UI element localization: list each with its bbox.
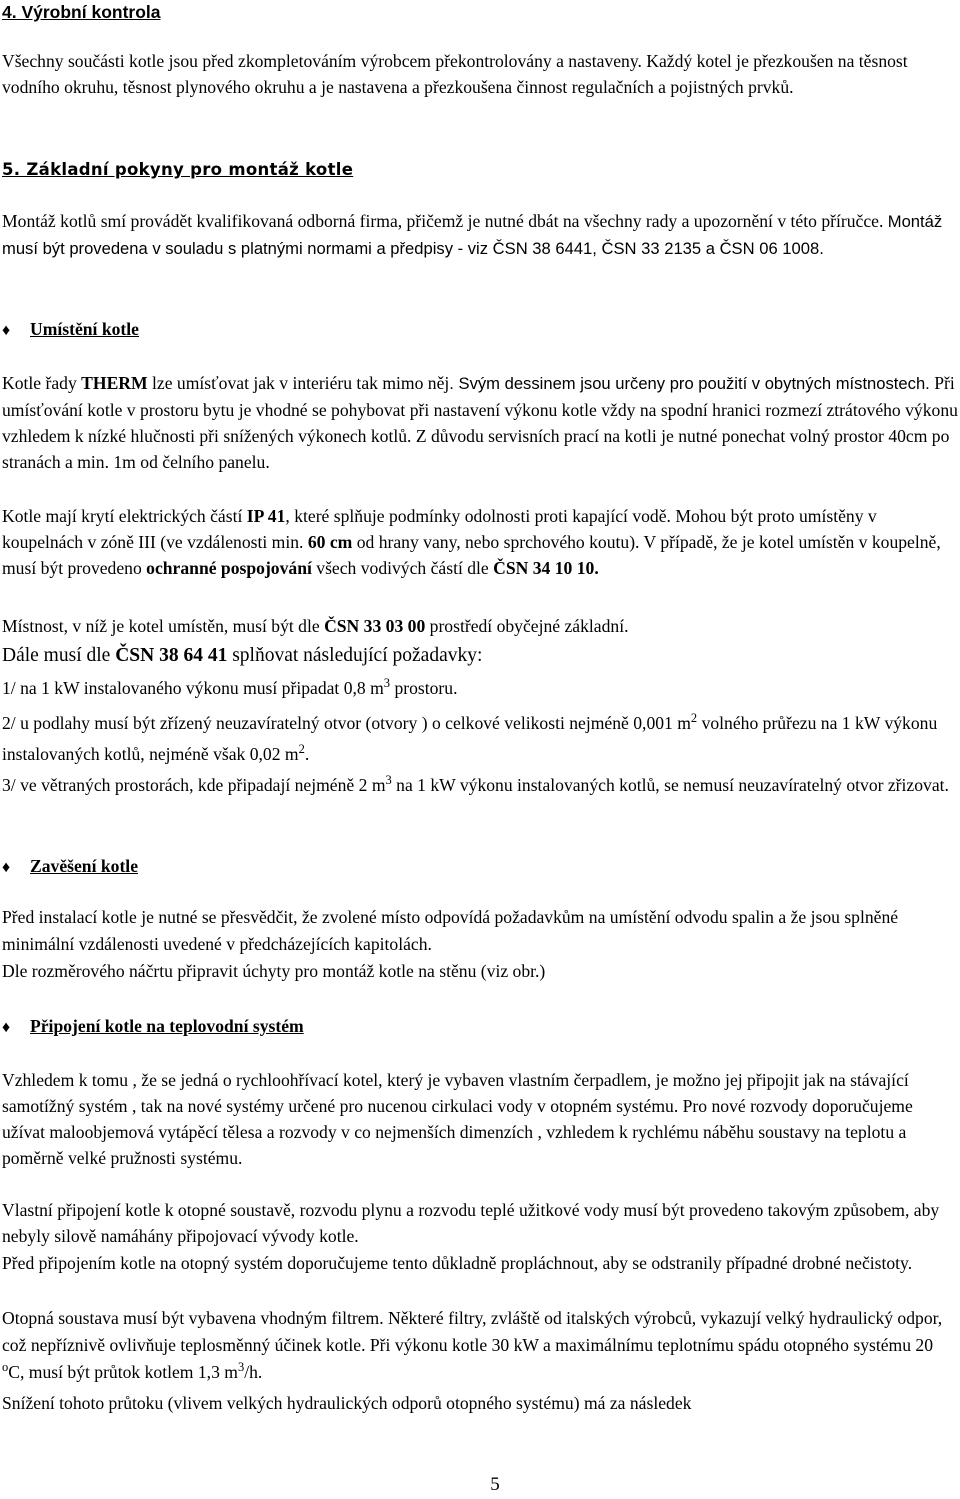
pripojeni-paragraph-3: Před připojením kotle na otopný systém doporučujeme tento důkladně propláchnout, aby se odstranily případné drobné nečistoty. [2,1253,913,1273]
pripojeni-paragraph-1: Vzhledem k tomu , že se jedná o rychloohřívací kotel, který je vybaven vlastním čerpadlem, je možno jej připojit jak na stávající samotížný systém , tak na nové systémy určené pro nucenou cirkulaci vody v otopném systému. Pro nové rozvody doporučujeme užívat maloobjemová vytápěcí tělesa a rozvody v co nejmenších dimenzích , vzhledem k rychlému náběhu soustavy na teplotu a poměrně velké pružnosti systému. [2,1070,913,1168]
requirement-text: 2/ u podlahy musí být zřízený neuzavíratelný otvor (otvory ) o celkové velikosti nejméně 0,001 m [2,713,691,733]
pripojeni-heading: Připojení kotle na teplovodní systém [30,1016,304,1036]
umisteni-text: prostředí obyčejné základní. [425,616,629,636]
pripojeni-text: Otopná soustava musí být vybavena vhodným filtrem. Některé filtry, zvláště od italských výrobců, vykazují velký hydraulický odpor, což nepříznivě ovlivňuje teplosměnný účinek kotle. Při výkonu kotle 30 kW a maximálnímu teplotnímu spádu otopného systému 20 [2,1308,943,1355]
section-4-heading: 4. Výrobní kontrola [2,2,161,22]
superscript: 3 [383,676,391,690]
csn-reference: ČSN 34 10 10. [493,558,599,578]
therm-brand: THERM [81,373,148,393]
requirement-text: na 1 kW výkonu instalovaných kotlů, se nemusí neuzavíratelný otvor zřizovat. [391,775,949,795]
umisteni-text: lze umísťovat jak v interiéru tak mimo něj [147,373,450,393]
umisteni-text: , které splňuje podmínky odolnosti proti kapající vodě. Mohou být proto umístěny v koupelnách v zóně III (ve vzdálenosti min. [2,506,877,552]
umisteni-paragraph-2 [2,503,958,581]
umisteni-text: Kotle mají krytí elektrických částí [2,506,247,526]
zaveseni-paragraph-1: Před instalací kotle je nutné se přesvědčit, že zvolené místo odpovídá požadavkům na umístění odvodu spalin a že jsou splněné minimální vzdálenosti uvedené v předcházejících kapitolách. [2,907,899,954]
requirement-text: volného průřezu na 1 kW výkonu instalovaných kotlů, nejméně však 0,02 m [2,713,938,764]
requirement-1 [2,675,958,701]
csn-reference: ČSN 38 64 41 [115,645,228,666]
pripojeni-text: C, musí být průtok kotlem 1,3 m [8,1362,238,1382]
page-number: 5 [490,1474,500,1495]
superscript: 3 [385,773,392,787]
pripojeni-text: /h. [244,1362,263,1382]
requirement-2 [2,708,958,770]
superscript: 3 [237,1360,245,1374]
superscript: 2 [298,742,305,756]
umisteni-text: od hrany vany, nebo sprchového koutu). V případě, že je kotel umístěn v koupelně, musí být provedeno [2,532,941,578]
umisteni-text: splňovat následující požadavky: [227,645,483,666]
umisteni-text: Při umísťování kotle v prostoru bytu je vhodné se pohybovat při nastavení výkonu kotle vždy na spodní hranici rozmezí ztrátového výkonu vzhledem k nízké hlučnosti při snížených výkonech kotlů. Z důvodu servisních prací na kotli je nutné ponechat volný prostor 40cm po stranách a min. 1m od čelního panelu. [2,373,958,472]
umisteni-heading: Umístění kotle [30,319,139,339]
umisteni-text: Dále musí dle [2,645,116,666]
diamond-bullet-icon: ♦ [2,859,11,876]
ochranne-pospojovani: ochranné pospojování [146,558,312,578]
requirement-text: 3/ ve větraných prostorách, kde připadají nejméně 2 m [2,775,386,795]
requirement-text: 1/ na 1 kW instalovaného výkonu musí připadat 0,8 m [2,678,384,698]
section-5-heading: 5. Základní pokyny pro montáž kotle [2,160,354,179]
section-4-paragraph: Všechny součásti kotle jsou před zkompletováním výrobcem překontrolovány a nastaveny. Každý kotel je přezkoušen na těsnost vodního okruhu, těsnost plynového okruhu a je nastavena a přezkoušena činnost regulačních a pojistných prvků. [2,51,908,97]
section-5-text-serif: Montáž kotlů smí provádět kvalifikovaná odborná firma, přičemž je nutné dbát na všechny rady a upozornění v této příručce. [2,211,888,231]
diamond-bullet-icon: ♦ [2,1019,11,1036]
umisteni-paragraph-3 [2,613,958,639]
section-5-text-sans: Montáž musí být provedena v souladu s platnými normami a předpisy - viz ČSN 38 6441, ČSN 33 2135 a ČSN 06 1008. [2,212,943,258]
pripojeni-paragraph-2: Vlastní připojení kotle k otopné soustavě, rozvodu plynu a rozvodu teplé užitkové vody musí být provedeno takovým způsobem, aby nebyly silově namáhány připojovací vývody kotle. [2,1200,940,1246]
superscript: 2 [690,711,698,725]
requirement-text: . [304,744,310,764]
umisteni-text-sans: . Svým dessinem jsou určeny pro použití v obytných místnostech. [449,374,930,393]
pripojeni-paragraph-5: Snížení tohoto průtoku (vlivem velkých hydraulických odporů otopného systému) má za následek [2,1393,692,1413]
distance-value: 60 cm [307,532,353,552]
zaveseni-paragraph-2: Dle rozměrového náčrtu připravit úchyty pro montáž kotle na stěnu (viz obr.) [2,961,546,981]
zaveseni-heading-row [2,854,958,880]
umisteni-heading-row [2,317,958,343]
requirement-3 [2,772,958,799]
umisteni-requirements-intro [2,642,958,670]
diamond-bullet-icon: ♦ [2,322,11,339]
umisteni-text: všech vodivých částí dle [311,558,494,578]
pripojeni-heading-row [2,1014,958,1040]
pripojeni-paragraph-4 [2,1305,958,1386]
superscript: o [2,1360,9,1374]
zaveseni-heading: Zavěšení kotle [30,856,139,876]
umisteni-text: Kotle řady [2,373,82,393]
csn-reference: ČSN 33 03 00 [324,616,426,636]
umisteni-paragraph-1 [2,370,958,475]
section-5-paragraph [2,208,958,262]
umisteni-text: Místnost, v níž je kotel umístěn, musí být dle [2,616,325,636]
ip-rating: IP 41 [246,506,286,526]
requirement-text: prostoru. [390,678,458,698]
